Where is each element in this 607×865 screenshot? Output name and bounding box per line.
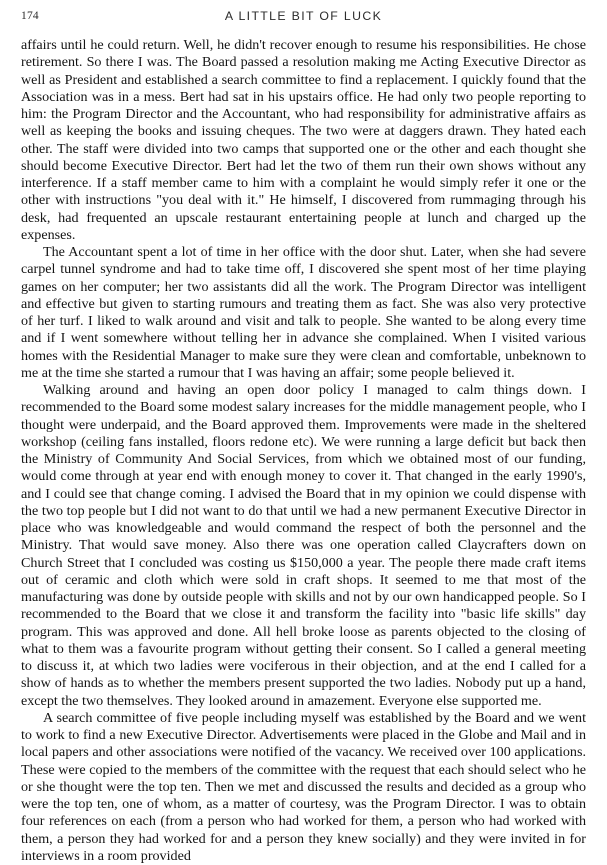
paragraph-3: Walking around and having an open door policy I managed to calm things down. I recommended to the Board some modest salary increases for the middle management people, who I thought were underpaid, and the Board approved them. Improvements were made in the sheltered workshop (ceiling fans installed, floors redone etc). We were running a large deficit but back then the Ministry of Community And Social Services, from which we obtained most of our funding, would come through at year end with enough money to cover it. That changed in the early 1990's, and I could see that change coming. I advised the Board that in my opinion we could dispense with the two top people but I did not want to do that until we had a new permanent Executive Director in place who was knowledgeable and would command the respect of both the personnel and the Ministry. That would save money. Also there was one operation called Claycrafters down on Church Street that I concluded was costing us $150,000 a year. The people there made craft items out of ceramic and cloth which were sold in craft shops. It seemed to me that most of the manufacturing was done by outside people with skills and not by our own handicapped people. So I recommended to the Board that we close it and transform the facility into "basic life skills" day program. This was approved and done. All hell broke loose as parents objected to the closing of what to them was a favourite program without getting their consent. So I called a general meeting to discuss it, at which two ladies were vociferous in their objection, and at the end I called for a show of hands as to whether the members present supported the two ladies. Nobody put up a hand, except the two themselves. They looked around in amazement. Everyone else supported me. bbox=[21, 382, 586, 709]
paragraph-2: The Accountant spent a lot of time in her office with the door shut. Later, when she had severe carpel tunnel syndrome and had to take time off, I discovered she spent most of her time playing games on her computer; her two assistants did all the work. The Program Director was intelligent and effective but given to starting rumours and treating them as fact. She was also very protective of her turf. I liked to walk around and visit and talk to people. She wanted to be along every time and if I went somewhere without telling her in advance she complained. When I visited various homes with the Residential Manager to make sure they were clean and comfortable, unbeknown to me at the time she started a rumour that I was having an affair; some people believed it. bbox=[21, 244, 586, 381]
page-number: 174 bbox=[21, 10, 39, 22]
body-text-block bbox=[21, 37, 586, 865]
book-title-header: A LITTLE BIT OF LUCK bbox=[224, 9, 383, 23]
paragraph-4: A search committee of five people including myself was established by the Board and we went to work to find a new Executive Director. Advertisements were placed in the Globe and Mail and in local papers and other associations were notified of the vacancy. We received over 100 applications. These were copied to the members of the committee with the request that each should select who he or she thought were the top ten. Then we met and discussed the results and decided as a group who were the top ten, one of whom, as a matter of courtesy, was the Program Director. I was to obtain four references on each (from a person who had worked for them, a person who had worked with them, a person they had worked for and a person they knew socially) and they were invited in for interviews in a room provided bbox=[21, 709, 586, 864]
running-head bbox=[21, 9, 586, 25]
paragraph-1: affairs until he could return. Well, he didn't recover enough to resume his responsibilities. He chose retirement. So there I was. The Board passed a resolution making me Acting Executive Director as well as President and established a search committee to find a replacement. I quickly found that the Association was in a mess. Bert had sat in his upstairs office. He had only two people reporting to him: the Program Director and the Accountant, who had responsibility for administrative affairs as well as keeping the books and issuing cheques. The two were at daggers drawn. They hated each other. The staff were divided into two camps that supported one or the other and each thought she should become Executive Director. Bert had let the two of them run their own shows without any interference. If a staff member came to him with a complaint he would simply refer it one or the other with instructions "you deal with it." He himself, I discovered from rummaging through his desk, had frequented an upscale restaurant entertaining people at lunch and charged up the expenses. bbox=[21, 37, 586, 243]
